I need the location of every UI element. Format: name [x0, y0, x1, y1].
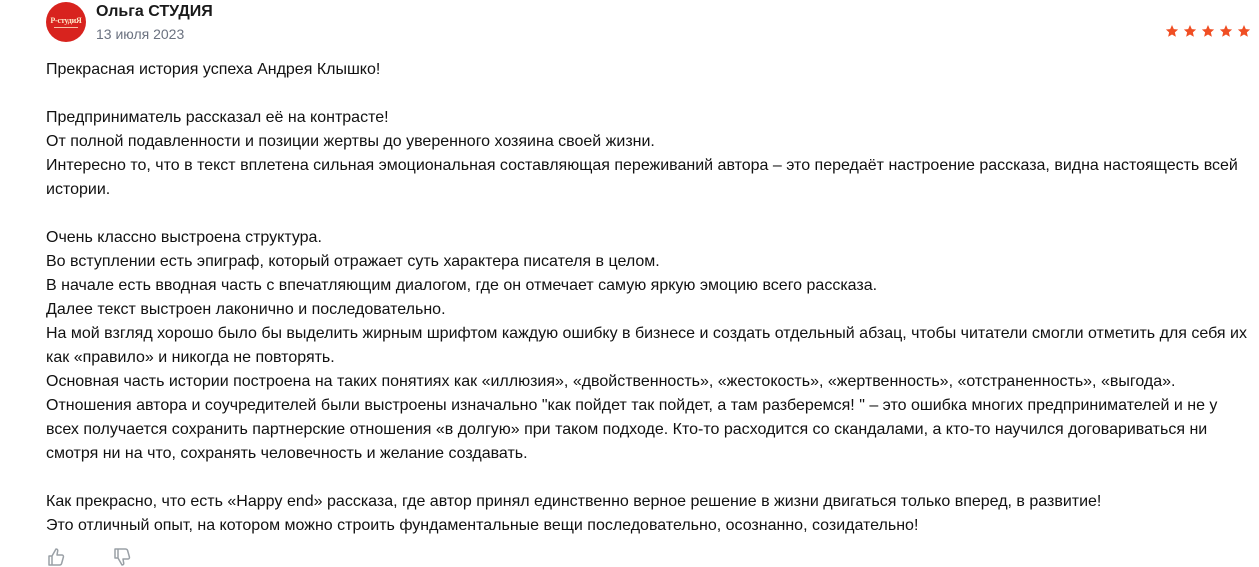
- review-line: На мой взгляд хорошо было бы выделить жирным шрифтом каждую ошибку в бизнесе и создать отдельный абзац, чтобы читатели смогли отметить для себя их как «правило» и никогда не повторять.: [46, 325, 1247, 366]
- review-paragraph: [46, 490, 1251, 538]
- review-line: Как прекрасно, что есть «Happy end» рассказа, где автор принял единственно верное решение в жизни двигаться только вперед, в развитие!: [46, 493, 1102, 510]
- review-paragraph: [46, 226, 1251, 466]
- review-line: Очень классно выстроена структура.: [46, 229, 322, 246]
- review-line: В начале есть вводная часть с впечатляющим диалогом, где он отмечает самую яркую эмоцию всего рассказа.: [46, 277, 878, 294]
- star-icon: [1201, 24, 1215, 38]
- review-paragraph: [46, 106, 1251, 202]
- review-paragraph: [46, 58, 1251, 82]
- review-line: Во вступлении есть эпиграф, который отражает суть характера писателя в целом.: [46, 253, 660, 270]
- dislike-icon[interactable]: [112, 547, 132, 567]
- avatar-logo: Р-студиЯ: [50, 15, 82, 25]
- like-icon[interactable]: [46, 547, 66, 567]
- review-line: Прекрасная история успеха Андрея Клышко!: [46, 61, 381, 78]
- star-icon: [1237, 24, 1251, 38]
- star-icon: [1183, 24, 1197, 38]
- review-line: Далее текст выстроен лаконично и последовательно.: [46, 301, 446, 318]
- review-date: 13 июля 2023: [96, 26, 185, 42]
- rating-stars: [1165, 24, 1251, 38]
- review-line: Интересно то, что в текст вплетена сильная эмоциональная составляющая переживаний автора – это передаёт настроение рассказа, видна настоящесть всей истории.: [46, 157, 1238, 198]
- avatar[interactable]: [46, 2, 86, 42]
- review-line: От полной подавленности и позиции жертвы до уверенного хозяина своей жизни.: [46, 133, 655, 150]
- star-icon: [1165, 24, 1179, 38]
- review-line: Предприниматель рассказал её на контрасте!: [46, 109, 389, 126]
- review-line: Отношения автора и соучредителей были выстроены изначально "как пойдет так пойдет, а там разберемся! " – это ошибка многих предпринимателей и не у всех получается сохранить партнерские отношения «в долгую» при таком подходе. Кто-то расходится со скандалами, а кто-то научился договариваться ни смотря ни на что, сохранять человечность и желание создавать.: [46, 397, 1218, 462]
- review-line: Это отличный опыт, на котором можно строить фундаментальные вещи последовательно, осознанно, созидательно!: [46, 517, 919, 534]
- star-icon: [1219, 24, 1233, 38]
- review-text: [46, 58, 1251, 562]
- review-actions: [46, 547, 132, 567]
- avatar-logo-underline: [54, 27, 78, 28]
- author-name[interactable]: Ольга СТУДИЯ: [96, 3, 213, 20]
- review-line: Основная часть истории построена на таких понятиях как «иллюзия», «двойственность», «жестокость», «жертвенность», «отстраненность», «выгода».: [46, 373, 1176, 390]
